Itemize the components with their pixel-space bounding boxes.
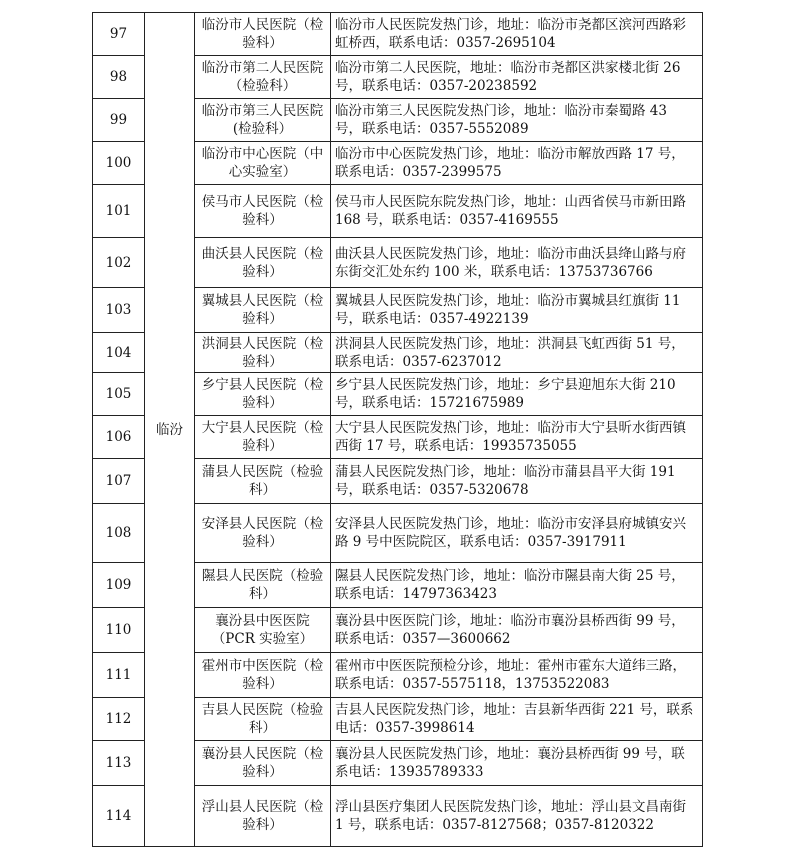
clinic-info: 浮山县医疗集团人民医院发热门诊，地址：浮山县文昌南街 1 号，联系电话：0357-8127568；0357-8120322 [331,786,703,847]
row-number: 100 [93,142,145,185]
row-number: 97 [93,13,145,56]
hospital-name: 临汾市第二人民医院（检验科） [195,56,331,99]
hospital-name: 翼城县人民医院（检验科） [195,288,331,333]
clinic-info: 临汾市人民医院发热门诊，地址：临汾市尧都区滨河西路彩虹桥西，联系电话：0357-2695104 [331,13,703,56]
hospital-name: 洪洞县人民医院（检验科） [195,333,331,373]
clinic-info: 安泽县人民医院发热门诊，地址：临汾市安泽县府城镇安兴路 9 号中医院院区，联系电话：0357-3917911 [331,504,703,563]
row-number: 102 [93,238,145,288]
row-number: 111 [93,653,145,698]
city-cell: 临汾 [145,13,195,847]
clinic-info: 乡宁县人民医院发热门诊，地址：乡宁县迎旭东大街 210 号，联系电话：15721675989 [331,373,703,416]
row-number: 110 [93,608,145,653]
clinic-info: 曲沃县人民医院发热门诊，地址：临汾市曲沃县绛山路与府东街交汇处东约 100 米，联系电话：13753736766 [331,238,703,288]
hospital-name: 临汾市第三人民医院(检验科） [195,99,331,142]
row-number: 108 [93,504,145,563]
row-number: 101 [93,185,145,238]
row-number: 104 [93,333,145,373]
row-number: 106 [93,416,145,459]
clinic-info: 襄汾县人民医院发热门诊，地址：襄汾县桥西街 99 号，联系电话：13935789333 [331,741,703,786]
row-number: 103 [93,288,145,333]
clinic-info: 临汾市第二人民医院，地址：临汾市尧都区洪家楼北街 26 号，联系电话：0357-20238592 [331,56,703,99]
table-row [93,13,703,56]
clinic-info: 洪洞县人民医院发热门诊，地址：洪洞县飞虹西街 51 号，联系电话：0357-6237012 [331,333,703,373]
hospital-name: 浮山县人民医院（检验科） [195,786,331,847]
hospital-name: 襄汾县中医医院（PCR 实验室） [195,608,331,653]
hospital-name: 曲沃县人民医院（检验科） [195,238,331,288]
clinic-info: 大宁县人民医院发热门诊，地址：临汾市大宁县昕水街西镇西街 17 号，联系电话：19935735055 [331,416,703,459]
hospital-name: 吉县人民医院（检验科） [195,698,331,741]
row-number: 112 [93,698,145,741]
clinic-info: 吉县人民医院发热门诊，地址：吉县新华西街 221 号，联系电话：0357-3998614 [331,698,703,741]
row-number: 98 [93,56,145,99]
hospital-name: 大宁县人民医院（检验科） [195,416,331,459]
row-number: 105 [93,373,145,416]
hospital-name: 霍州市中医医院（检验科） [195,653,331,698]
hospital-name: 襄汾县人民医院（检验科） [195,741,331,786]
hospital-name: 临汾市中心医院（中心实验室） [195,142,331,185]
hospital-name: 侯马市人民医院（检验科） [195,185,331,238]
clinic-info: 临汾市第三人民医院发热门诊，地址：临汾市秦蜀路 43 号，联系电话：0357-5552089 [331,99,703,142]
clinic-info: 襄汾县中医医院门诊，地址：临汾市襄汾县桥西街 99 号，联系电话：0357—3600662 [331,608,703,653]
clinic-info: 霍州市中医医院预检分诊，地址：霍州市霍东大道纬三路，联系电话：0357-5575118，13753522083 [331,653,703,698]
clinic-info: 临汾市中心医院发热门诊，地址：临汾市解放西路 17 号，联系电话：0357-2399575 [331,142,703,185]
row-number: 114 [93,786,145,847]
row-number: 109 [93,563,145,608]
hospital-table-body [93,13,703,847]
clinic-info: 隰县人民医院发热门诊，地址：临汾市隰县南大街 25 号，联系电话：14797363423 [331,563,703,608]
hospital-table [92,12,703,847]
row-number: 107 [93,459,145,504]
hospital-name: 临汾市人民医院（检验科） [195,13,331,56]
row-number: 113 [93,741,145,786]
row-number: 99 [93,99,145,142]
hospital-name: 隰县人民医院（检验科） [195,563,331,608]
clinic-info: 蒲县人民医院发热门诊，地址：临汾市蒲县昌平大街 191 号，联系电话：0357-5320678 [331,459,703,504]
hospital-name: 乡宁县人民医院（检验科） [195,373,331,416]
hospital-name: 蒲县人民医院（检验科） [195,459,331,504]
clinic-info: 侯马市人民医院东院发热门诊，地址：山西省侯马市新田路 168 号，联系电话：0357-4169555 [331,185,703,238]
clinic-info: 翼城县人民医院发热门诊，地址：临汾市翼城县红旗街 11 号，联系电话：0357-4922139 [331,288,703,333]
hospital-name: 安泽县人民医院（检验科） [195,504,331,563]
